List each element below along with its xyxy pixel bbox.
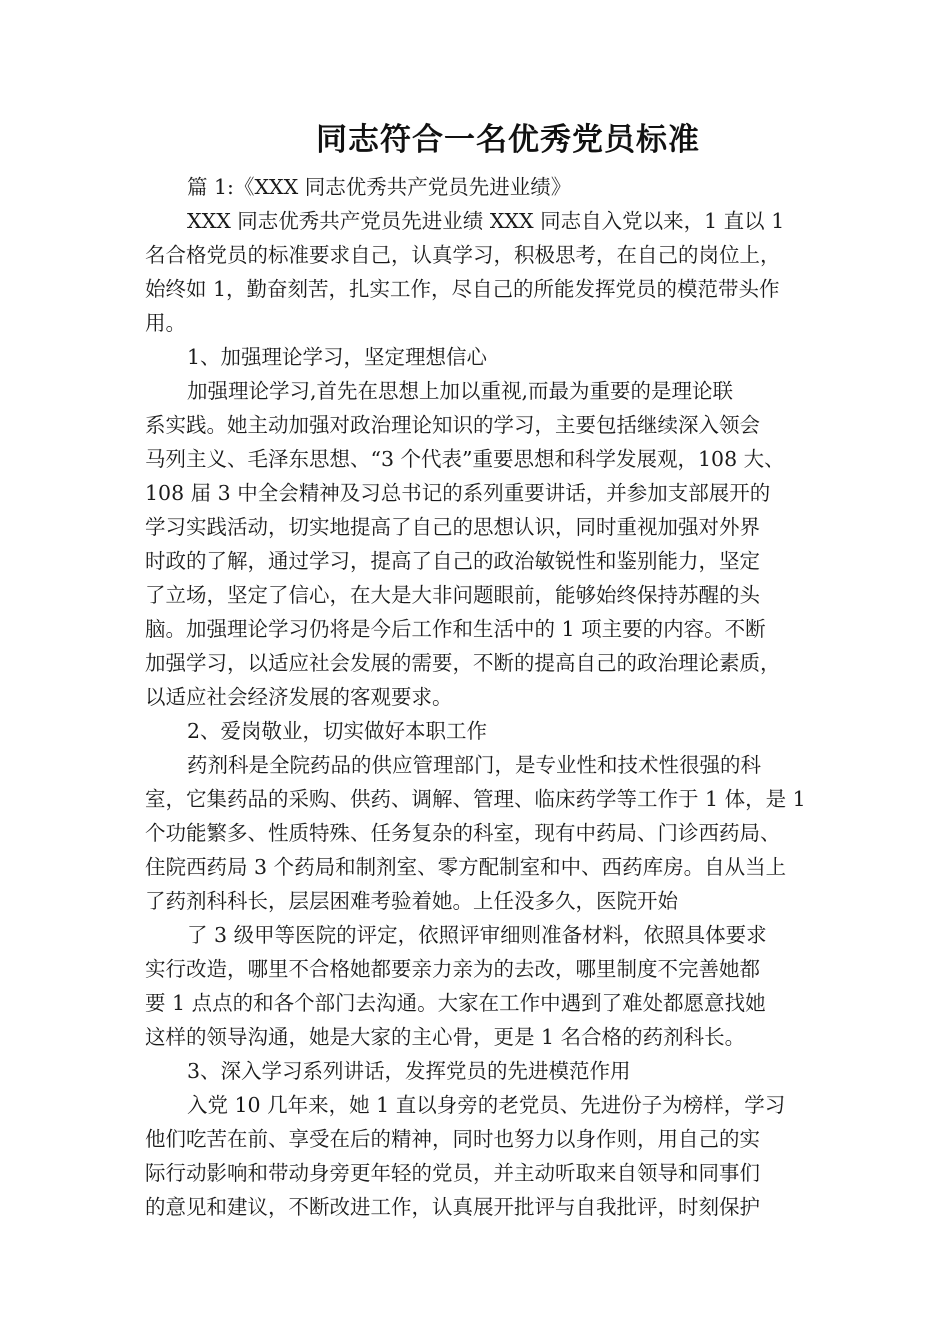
document-title: 同志符合一名优秀党员标准 xyxy=(316,122,700,158)
paragraph-line: 他们吃苦在前、享受在后的精神，同时也努力以身作则，用自己的实 xyxy=(145,1127,760,1151)
paragraph-line: 加强理论学习,首先在思想上加以重视,而最为重要的是理论联 xyxy=(187,379,734,403)
section-heading-2: 2、爱岗敬业，切实做好本职工作 xyxy=(187,719,488,743)
paragraph-line: 个功能繁多、性质特殊、任务复杂的科室，现有中药局、门诊西药局、 xyxy=(145,821,781,845)
paragraph-line: 实行改造，哪里不合格她都要亲力亲为的去改，哪里制度不完善她都 xyxy=(145,957,760,981)
paragraph-line: 系实践。她主动加强对政治理论知识的学习，主要包括继续深入领会 xyxy=(145,413,760,437)
subtitle-line: 篇 1:《XXX 同志优秀共产党员先进业绩》 xyxy=(187,175,572,199)
section-heading-3: 3、深入学习系列讲话，发挥党员的先进模范作用 xyxy=(187,1059,631,1083)
paragraph-line: 的意见和建议，不断改进工作，认真展开批评与自我批评，时刻保护 xyxy=(145,1195,760,1219)
paragraph-line: 际行动影响和带动身旁更年轻的党员，并主动听取来自领导和同事们 xyxy=(145,1161,760,1185)
paragraph-line: 108 届 3 中全会精神及习总书记的系列重要讲话，并参加支部展开的 xyxy=(145,481,771,505)
paragraph-line: 用。 xyxy=(145,311,186,335)
section-heading-1: 1、加强理论学习，坚定理想信心 xyxy=(187,345,488,369)
paragraph-line: 了 3 级甲等医院的评定，依照评审细则准备材料，依照具体要求 xyxy=(187,923,767,947)
paragraph-line: 药剂科是全院药品的供应管理部门，是专业性和技术性很强的科 xyxy=(187,753,761,777)
paragraph-line: 入党 10 几年来，她 1 直以身旁的老党员、先进份子为榜样，学习 xyxy=(187,1093,786,1117)
paragraph-line: XXX 同志优秀共产党员先进业绩 XXX 同志自入党以来，1 直以 1 xyxy=(187,209,785,233)
paragraph-line: 脑。加强理论学习仍将是今后工作和生活中的 1 项主要的内容。不断 xyxy=(145,617,766,641)
paragraph-line: 始终如 1，勤奋刻苦，扎实工作，尽自己的所能发挥党员的模范带头作 xyxy=(145,277,780,301)
paragraph-line: 要 1 点点的和各个部门去沟通。大家在工作中遇到了难处都愿意找她 xyxy=(145,991,766,1015)
paragraph-line: 了药剂科科长，层层困难考验着她。上任没多久，医院开始 xyxy=(145,889,678,913)
paragraph-line: 加强学习，以适应社会发展的需要，不断的提高自己的政治理论素质， xyxy=(145,651,781,675)
paragraph-line: 这样的领导沟通，她是大家的主心骨，更是 1 名合格的药剂科长。 xyxy=(145,1025,746,1049)
paragraph-line: 时政的了解，通过学习，提高了自己的政治敏锐性和鉴别能力，坚定 xyxy=(145,549,760,573)
paragraph-line: 住院西药局 3 个药局和制剂室、零方配制室和中、西药库房。自从当上 xyxy=(145,855,787,879)
paragraph-line: 名合格党员的标准要求自己，认真学习，积极思考，在自己的岗位上， xyxy=(145,243,781,267)
paragraph-line: 学习实践活动，切实地提高了自己的思想认识，同时重视加强对外界 xyxy=(145,515,760,539)
paragraph-line: 以适应社会经济发展的客观要求。 xyxy=(145,685,453,709)
paragraph-line: 马列主义、毛泽东思想、“3 个代表”重要思想和科学发展观，108 大、 xyxy=(145,447,785,471)
paragraph-line: 了立场，坚定了信心，在大是大非问题眼前，能够始终保持苏醒的头 xyxy=(145,583,760,607)
paragraph-line: 室，它集药品的采购、供药、调解、管理、临床药学等工作于 1 体，是 1 xyxy=(145,787,806,811)
